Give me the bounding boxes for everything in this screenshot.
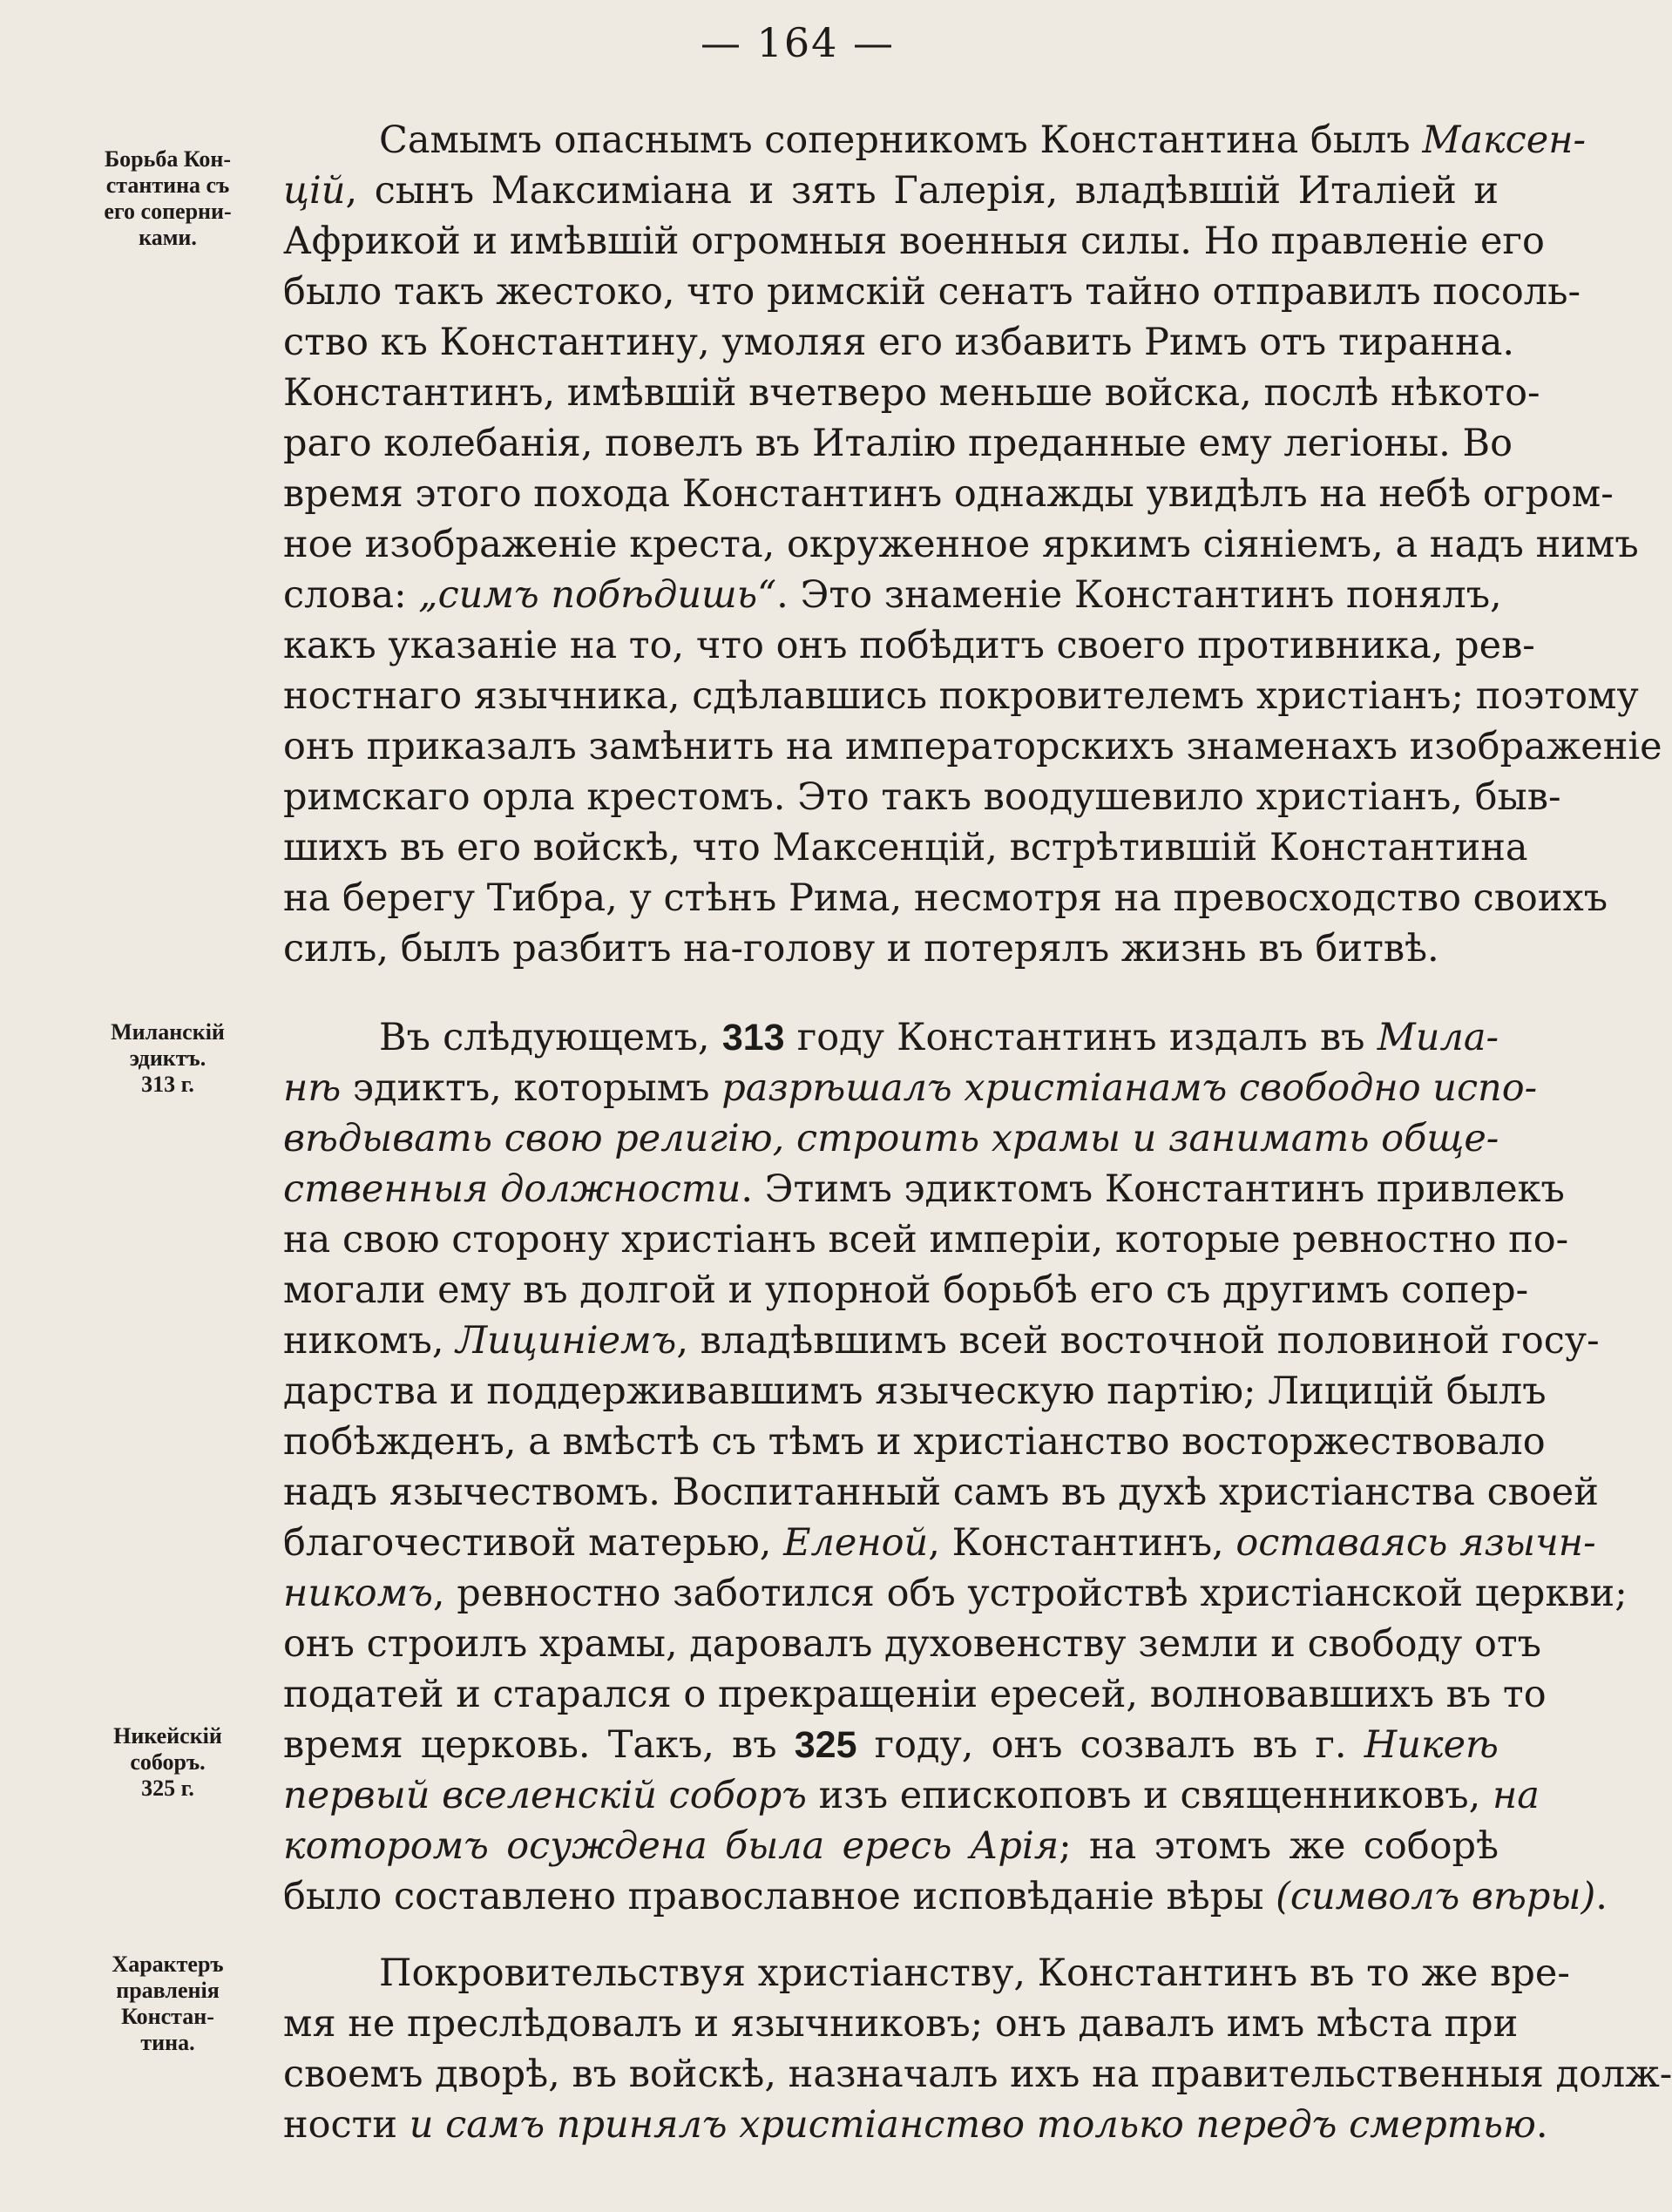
text-line	[283, 368, 1540, 418]
text-run: благочестивой матерью,	[283, 1521, 784, 1565]
margin-note-nicaea-council	[74, 1723, 261, 1802]
text-run: время этого похода Константинъ однажды увидѣлъ на небѣ огром-	[283, 472, 1614, 516]
margin-note-struggle	[74, 146, 261, 251]
text-line	[283, 1467, 1599, 1518]
text-line	[283, 1871, 1608, 1922]
text-line	[283, 519, 1639, 570]
text-line	[283, 620, 1535, 671]
text-run: Константинъ, имѣвшій вчетверо меньше войска, послѣ нѣкото-	[283, 371, 1540, 415]
italic-text: оставаясь язычн-	[1235, 1521, 1596, 1565]
text-run: , Константинъ,	[928, 1521, 1236, 1565]
text-line	[283, 317, 1515, 368]
text-line	[283, 2049, 1672, 2100]
text-run: , сынъ Максиміана и зять Галерія, владѣвшій Италіей и	[345, 169, 1499, 213]
text-line	[283, 873, 1608, 923]
text-run: на берегу Тибра, у стѣнъ Рима, несмотря на превосходство своихъ	[283, 876, 1608, 920]
margin-note-line: правленія	[116, 1978, 220, 2003]
paragraph-character-of-rule	[283, 1948, 1672, 2150]
text-line	[283, 469, 1614, 519]
italic-text: нѣ	[283, 1066, 342, 1110]
text-line	[283, 1366, 1547, 1417]
italic-text: никомъ	[283, 1572, 433, 1615]
text-run: . Это знаменіе Константинъ понялъ,	[776, 573, 1502, 617]
text-run: .	[1595, 1875, 1608, 1918]
text-run: на свою сторону христіанъ всей имперіи, которые ревностно по-	[283, 1218, 1569, 1262]
text-run: раго колебанія, повелъ въ Италію преданные ему легіоны. Во	[283, 422, 1513, 465]
text-line	[283, 115, 1587, 166]
text-run: римскаго орла крестомъ. Это такъ воодушевило христіанъ, быв-	[283, 775, 1561, 819]
text-run: было составлено православное исповѣданіе вѣры	[283, 1875, 1276, 1918]
paragraph-struggle	[283, 115, 1662, 974]
text-line	[283, 1720, 1499, 1770]
text-line	[283, 1619, 1542, 1669]
margin-note-line: Характеръ	[112, 1952, 224, 1977]
text-line	[283, 1012, 1499, 1063]
margin-note-line: его соперни-	[104, 199, 232, 224]
italic-text: „симъ побѣдишь“	[418, 573, 777, 617]
text-run: шихъ въ его войскѣ, что Максенцій, встрѣтившій Константина	[283, 826, 1528, 869]
text-line	[283, 1948, 1570, 1999]
text-run: ство къ Константину, умоляя его избавить Римъ отъ тиранна.	[283, 321, 1515, 364]
paragraph-milan-edict	[283, 1012, 1628, 1922]
italic-text: ственныя должности	[283, 1167, 741, 1211]
page-number: — 164 —	[700, 19, 896, 66]
text-run: надъ язычествомъ. Воспитанный самъ въ духѣ христіанства своей	[283, 1471, 1599, 1514]
text-run: году Константинъ издалъ въ	[784, 1016, 1378, 1059]
margin-note-line: Констан-	[121, 2004, 214, 2029]
italic-text: Максен-	[1422, 118, 1587, 162]
text-line	[283, 1770, 1540, 1821]
italic-text: (символъ вѣры)	[1276, 1875, 1596, 1918]
text-run: податей и старался о прекращеніи ересей, волновавшихъ въ то	[283, 1673, 1547, 1716]
text-run: время церковь. Такъ, въ	[283, 1723, 795, 1767]
text-run: Самымъ опаснымъ соперникомъ Константина былъ	[379, 118, 1423, 162]
text-run: изъ епископовъ и священниковъ,	[806, 1774, 1493, 1817]
year-number: 325	[794, 1724, 857, 1766]
text-run: .	[1535, 2103, 1548, 2147]
margin-note-line: соборъ.	[130, 1749, 206, 1775]
margin-note-line: тина.	[140, 2030, 195, 2055]
text-run: , ревностно заботился объ устройствѣ христіанской церкви;	[432, 1572, 1628, 1615]
text-line	[283, 1214, 1569, 1265]
text-run: ности	[283, 2103, 410, 2147]
text-run: онъ строилъ храмы, даровалъ духовенству земли и свободу отъ	[283, 1622, 1542, 1666]
italic-text: Лициніемъ	[456, 1319, 677, 1363]
text-line	[283, 1316, 1600, 1366]
text-line	[283, 1164, 1565, 1214]
margin-note-line: Никейскій	[113, 1723, 222, 1749]
text-line	[283, 1417, 1546, 1467]
text-run: дарства и поддерживавшимъ языческую партію; Лицицій былъ	[283, 1370, 1547, 1413]
text-run: могали ему въ долгой и упорной борьбѣ его съ другимъ сопер-	[283, 1268, 1529, 1312]
margin-note-line: 313 г.	[141, 1072, 194, 1097]
text-run: ностнаго язычника, сдѣлавшись покровителемъ христіанъ; поэтому	[283, 674, 1639, 718]
text-line	[283, 570, 1502, 620]
italic-text: Никеѣ	[1364, 1723, 1499, 1767]
text-run: Африкой и имѣвшій огромныя военныя силы. Но правленіе его	[283, 220, 1545, 263]
italic-text: которомъ осуждена была ересь Арія	[283, 1824, 1059, 1868]
text-run: . Этимъ эдиктомъ Константинъ привлекъ	[741, 1167, 1565, 1211]
text-line	[283, 1669, 1547, 1720]
margin-note-milan-edict	[74, 1019, 261, 1098]
text-line	[283, 1518, 1596, 1568]
text-run: силъ, былъ разбитъ на-голову и потерялъ жизнь въ битвѣ.	[283, 927, 1439, 971]
text-line	[283, 671, 1639, 721]
text-run: никомъ,	[283, 1319, 457, 1363]
italic-text: цій	[283, 169, 346, 213]
text-run: онъ приказалъ замѣнить на императорскихъ знаменахъ изображеніе	[283, 725, 1662, 768]
text-line	[283, 2100, 1548, 2150]
text-run: слова:	[283, 573, 419, 617]
text-run: какъ указаніе на то, что онъ побѣдитъ своего противника, рев-	[283, 624, 1535, 667]
margin-note-line: 325 г.	[141, 1776, 194, 1801]
italic-text: и самъ принялъ христіанство только передъ смертью	[409, 2103, 1536, 2147]
text-line	[283, 216, 1545, 267]
text-run: эдиктъ, которымъ	[341, 1066, 722, 1110]
text-run: Покровительствуя христіанству, Константинъ въ то же вре-	[379, 1952, 1570, 1995]
text-run: году, онъ созвалъ въ г.	[856, 1723, 1364, 1767]
text-line	[283, 822, 1528, 873]
text-run: Въ слѣдующемъ,	[379, 1016, 722, 1059]
margin-note-character-of-rule	[74, 1952, 261, 2056]
margin-note-line: Миланскій	[111, 1019, 225, 1045]
italic-text: Мила-	[1377, 1016, 1499, 1059]
text-line	[283, 772, 1561, 822]
text-line	[283, 267, 1581, 317]
year-number: 313	[721, 1017, 785, 1059]
text-line	[283, 1821, 1499, 1871]
margin-note-line: эдиктъ.	[129, 1045, 206, 1071]
text-line	[283, 1999, 1519, 2049]
italic-text: вѣдывать свою религію, строить храмы и занимать обще-	[283, 1117, 1499, 1160]
italic-text: разрѣшалъ христіанамъ свободно испо-	[721, 1066, 1538, 1110]
text-run: своемъ дворѣ, въ войскѣ, назначалъ ихъ на правительственныя долж-	[283, 2053, 1672, 2096]
margin-note-line: ками.	[139, 225, 197, 250]
text-line	[283, 721, 1662, 772]
text-run: ; на этомъ же соборѣ	[1059, 1824, 1499, 1868]
text-line	[283, 1063, 1538, 1113]
text-run: , владѣвшимъ всей восточной половиной госу-	[676, 1319, 1600, 1363]
text-line	[283, 923, 1499, 974]
text-line	[283, 418, 1513, 469]
text-run: мя не преслѣдовалъ и язычниковъ; онъ давалъ имъ мѣста при	[283, 2002, 1519, 2046]
text-run: было такъ жестоко, что римскій сенатъ тайно отправилъ посоль-	[283, 270, 1581, 314]
text-run: ное изображеніе креста, окруженное яркимъ сіяніемъ, а надъ нимъ	[283, 523, 1639, 566]
text-run: побѣжденъ, а вмѣстѣ съ тѣмъ и христіанство восторжествовало	[283, 1420, 1546, 1464]
italic-text: первый вселенскій соборъ	[283, 1774, 807, 1817]
text-line	[283, 166, 1499, 216]
margin-note-line: стантина съ	[105, 172, 230, 198]
italic-text: Еленой	[783, 1521, 929, 1565]
text-line	[283, 1568, 1628, 1619]
margin-note-line: Борьба Кон-	[104, 146, 232, 172]
text-line	[283, 1113, 1499, 1164]
text-line	[283, 1265, 1529, 1316]
italic-text: на	[1492, 1774, 1540, 1817]
